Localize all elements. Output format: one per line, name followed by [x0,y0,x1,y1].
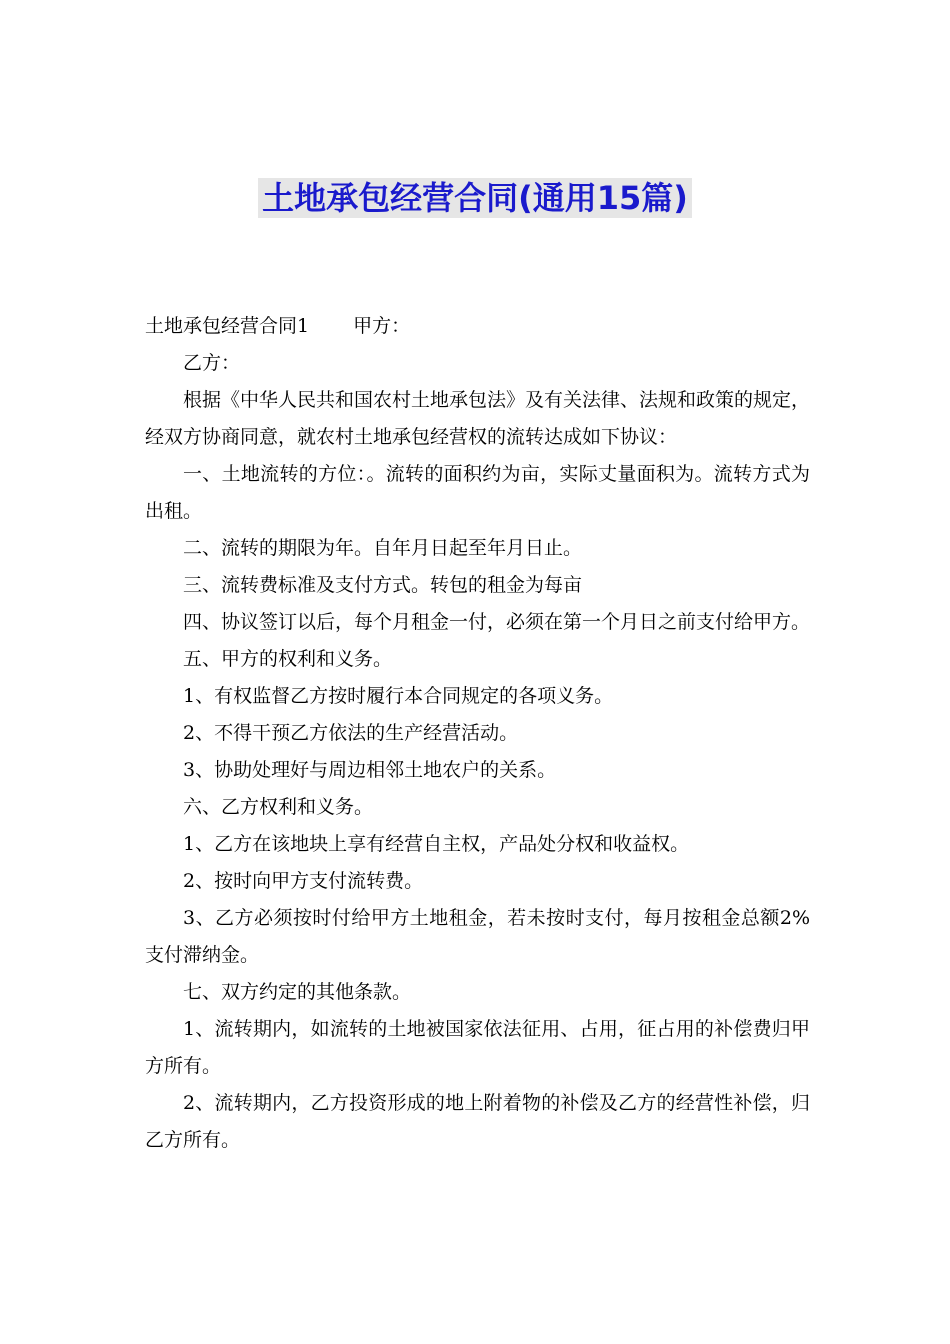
document-body [145,308,810,1159]
paragraph: 1、流转期内，如流转的土地被国家依法征用、占用，征占用的补偿费归甲方所有。 [145,1018,810,1077]
section-heading: 土地承包经营合同1 [145,315,310,337]
paragraph: 七、双方约定的其他条款。 [183,981,412,1003]
paragraph: 1、乙方在该地块上享有经营自主权，产品处分权和收益权。 [183,833,690,855]
paragraph: 根据《中华人民共和国农村土地承包法》及有关法律、法规和政策的规定，经双方协商同意，就农村土地承包经营权的流转达成如下协议： [145,389,811,448]
paragraph: 2、不得干预乙方依法的生产经营活动。 [183,722,519,744]
paragraph: 一、土地流转的方位：。流转的面积约为亩，实际丈量面积为。流转方式为出租。 [145,463,810,522]
paragraph: 2、按时向甲方支付流转费。 [183,870,424,892]
paragraph: 2、流转期内，乙方投资形成的地上附着物的补偿及乙方的经营性补偿，归乙方所有。 [145,1092,810,1151]
paragraph: 1、有权监督乙方按时履行本合同规定的各项义务。 [183,685,614,707]
paragraph: 3、协助处理好与周边相邻土地农户的关系。 [183,759,557,781]
paragraph: 3、乙方必须按时付给甲方土地租金，若未按时支付，每月按租金总额2%支付滞纳金。 [145,907,810,966]
party-a-label: 甲方： [353,315,411,337]
paragraph: 六、乙方权利和义务。 [183,796,374,818]
document-title: 土地承包经营合同(通用15篇) [258,178,692,218]
paragraph: 乙方： [183,352,241,374]
title-container [0,178,950,218]
paragraph: 五、甲方的权利和义务。 [183,648,393,670]
paragraph: 三、流转费标准及支付方式。转包的租金为每亩 [183,574,583,596]
section-heading-line [145,308,810,345]
paragraph: 四、协议签订以后，每个月租金一付，必须在第一个月日之前支付给甲方。 [183,611,811,633]
paragraph: 二、流转的期限为年。自年月日起至年月日止。 [183,537,583,559]
